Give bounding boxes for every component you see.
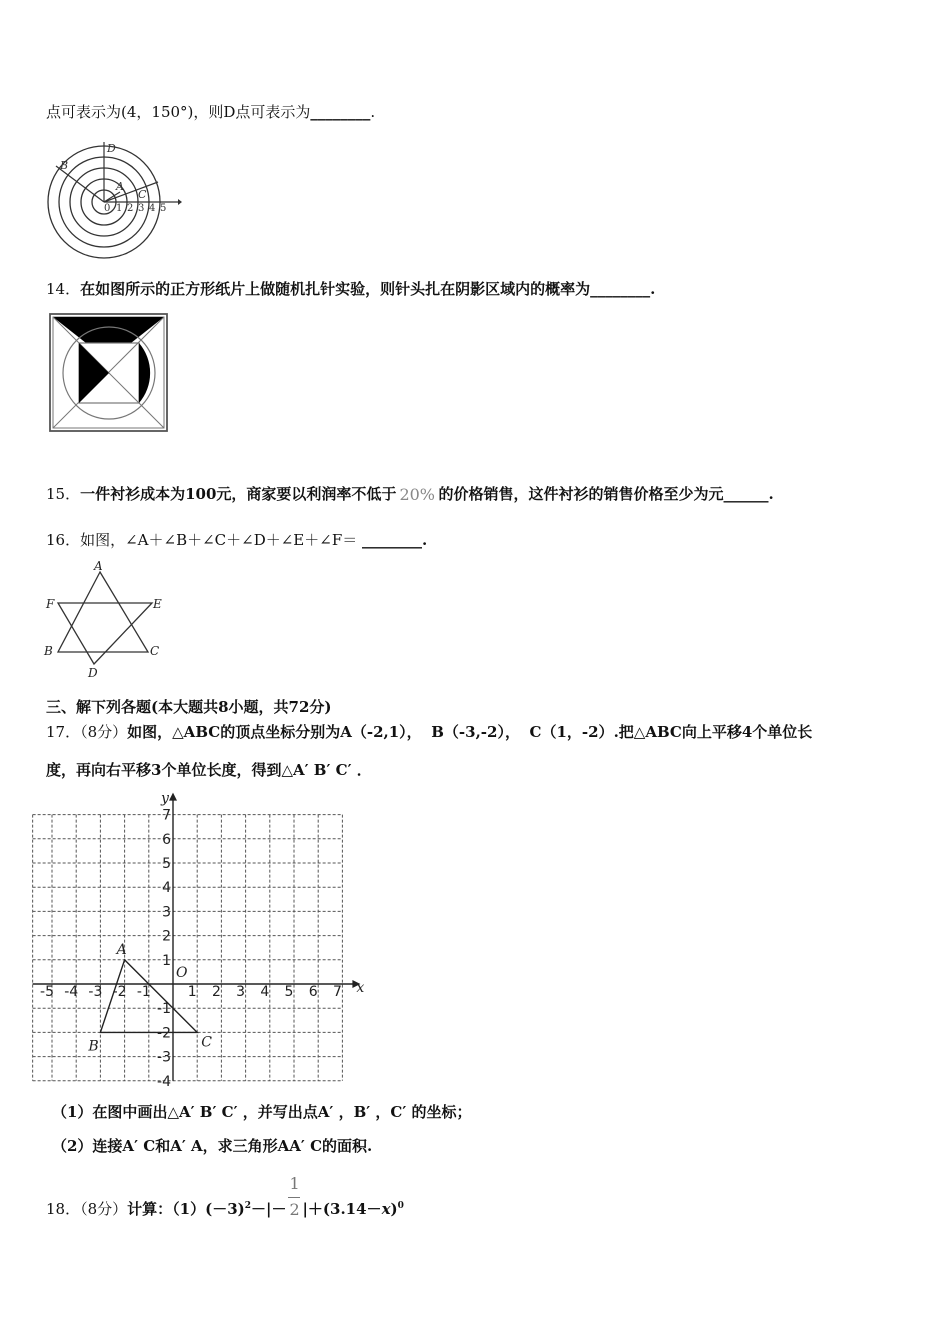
q17-text-line2: 度，再向右平移3个单位长度，得到△A′ B′ C′ ． xyxy=(46,761,372,779)
triangle-fed xyxy=(58,603,152,664)
y-tick-label: -2 xyxy=(157,1025,171,1042)
y-tick-label: -3 xyxy=(157,1049,171,1066)
q14-blank: ________ xyxy=(590,280,651,298)
q18-sup2: 2 xyxy=(244,1201,251,1211)
y-tick-label: 4 xyxy=(162,880,171,897)
tick-1: 1 xyxy=(116,203,123,214)
y-tick-label: 3 xyxy=(162,904,171,921)
label-d: D xyxy=(107,142,116,155)
q14-text xyxy=(46,279,655,299)
q15-text-a: 一件衬衫成本为 xyxy=(80,485,186,503)
q18-text-a: 计算：（1） xyxy=(127,1200,206,1218)
q17-num: 17． xyxy=(46,723,81,741)
q18-expr-a: (－3) xyxy=(205,1200,245,1218)
x-tick-label: 6 xyxy=(308,984,318,1000)
label-a: A xyxy=(116,180,124,193)
x-tick-label: 3 xyxy=(236,984,246,1000)
q14-body: 在如图所示的正方形纸片上做随机扎针实验，则针头扎在阴影区域内的概率为 xyxy=(80,280,591,298)
q15-text xyxy=(46,484,774,504)
tick-0: 0 xyxy=(104,203,111,214)
label-c: C xyxy=(150,644,160,658)
q15-text-b: 元，商家要以利润率不低于 xyxy=(216,485,397,503)
q14-square-figure xyxy=(48,312,170,434)
q18-var-x: x xyxy=(381,1200,391,1218)
section3-title: 三、解下列各题(本大题共8小题，共72分) xyxy=(46,698,332,716)
label-b: B xyxy=(60,159,69,172)
q18-text xyxy=(46,1174,404,1219)
x-axis-label: x xyxy=(356,980,365,996)
q15-text-c: 的价格销售，这件衬衫的销售价格至少为元 xyxy=(438,485,724,503)
y-tick-label: -4 xyxy=(157,1073,171,1090)
polar-axis-arrow xyxy=(178,199,182,205)
q18-points: （8分） xyxy=(80,1200,128,1218)
q16-end: . xyxy=(422,531,428,549)
x-tick-label: -2 xyxy=(112,984,127,1000)
q15-percent: 20% xyxy=(399,485,435,504)
label-b: B xyxy=(44,644,53,658)
q13-text xyxy=(46,102,375,122)
ray-c xyxy=(104,182,158,202)
y-tick-label: 6 xyxy=(162,831,171,848)
q13-end: . xyxy=(370,103,376,121)
label-f: F xyxy=(46,597,55,611)
q18-fraction xyxy=(286,1174,302,1219)
x-tick-label: 2 xyxy=(211,984,221,1000)
q17-coordinate-grid xyxy=(40,788,380,1088)
origin-label: O xyxy=(176,965,188,981)
q18-frac-den: 2 xyxy=(289,1200,300,1219)
q17-coord-a: A（-2,1）， xyxy=(340,723,422,741)
x-tick-label: 5 xyxy=(284,984,294,1000)
q14-num: 14． xyxy=(46,280,81,298)
q17-coord-b: B（-3,-2）， xyxy=(431,723,520,741)
q13-text-a: 点可表示为(4，150°)，则D点可表示为 xyxy=(46,103,311,121)
q15-num: 15． xyxy=(46,485,81,503)
q13-blank: ________ xyxy=(310,103,371,121)
q17-coord-c: C（1，-2） xyxy=(529,723,614,741)
q15-value-100: 100 xyxy=(185,485,217,503)
q17-text-a: 如图，△ABC的顶点坐标分别为 xyxy=(127,723,341,741)
point-label-b: B xyxy=(88,1038,99,1055)
q16-text xyxy=(46,530,427,550)
tick-5: 5 xyxy=(160,203,167,214)
q17-points: （8分） xyxy=(80,723,128,741)
label-c: C xyxy=(138,188,147,201)
q18-frac-bar xyxy=(288,1197,300,1198)
q17-sub2: （2）连接A′ C和A′ A，求三角形AA′ C的面积. xyxy=(52,1137,373,1155)
q15-blank: ______ xyxy=(723,485,769,503)
label-a: A xyxy=(94,559,103,573)
point-label-a: A xyxy=(116,941,127,958)
triangle-abc xyxy=(58,572,148,652)
label-d: D xyxy=(88,666,98,680)
y-tick-label: -1 xyxy=(157,1001,171,1018)
label-e: E xyxy=(153,597,162,611)
x-tick-label: 1 xyxy=(187,984,197,1000)
y-axis-arrow xyxy=(169,793,177,801)
tick-4: 4 xyxy=(149,203,156,214)
q17-text-b: .把△ABC向上平移4个单位长 xyxy=(613,723,813,741)
q16-body: 如图，∠A＋∠B＋∠C＋∠D＋∠E＋∠F＝ xyxy=(80,531,362,549)
x-tick-label: -5 xyxy=(40,984,54,1000)
point-label-c: C xyxy=(201,1034,212,1051)
x-tick-label: -3 xyxy=(88,984,103,1000)
q15-end: . xyxy=(768,485,774,503)
q16-blank: ________ xyxy=(362,531,422,549)
y-axis-label: y xyxy=(161,790,169,807)
q17-sub1: （1）在图中画出△A′ B′ C′ ，并写出点A′ ，B′ ，C′ 的坐标； xyxy=(52,1103,472,1121)
x-tick-label: 7 xyxy=(332,984,342,1000)
x-tick-label: -4 xyxy=(64,984,79,1000)
q18-num: 18． xyxy=(46,1200,81,1218)
q16-num: 16． xyxy=(46,531,81,549)
q14-end: . xyxy=(650,280,656,298)
q17-text-line1 xyxy=(46,722,812,742)
y-tick-label: 2 xyxy=(162,928,171,945)
x-tick-label: -1 xyxy=(136,984,151,1000)
y-tick-label: 7 xyxy=(162,807,171,824)
q13-polar-figure xyxy=(40,138,180,260)
q18-frac-num: 1 xyxy=(289,1174,300,1193)
q16-star-figure xyxy=(40,558,170,680)
y-tick-label: 5 xyxy=(162,856,171,872)
x-tick-label: 4 xyxy=(260,984,270,1000)
q18-expr-d: ) xyxy=(390,1200,398,1218)
q18-sup0: 0 xyxy=(397,1201,404,1211)
tick-2: 2 xyxy=(127,203,134,214)
q18-expr-b: －|－ xyxy=(251,1200,287,1218)
tick-3: 3 xyxy=(138,203,145,214)
q18-expr-c: |＋(3.14－ xyxy=(302,1200,382,1218)
y-tick-label: 1 xyxy=(162,952,171,969)
